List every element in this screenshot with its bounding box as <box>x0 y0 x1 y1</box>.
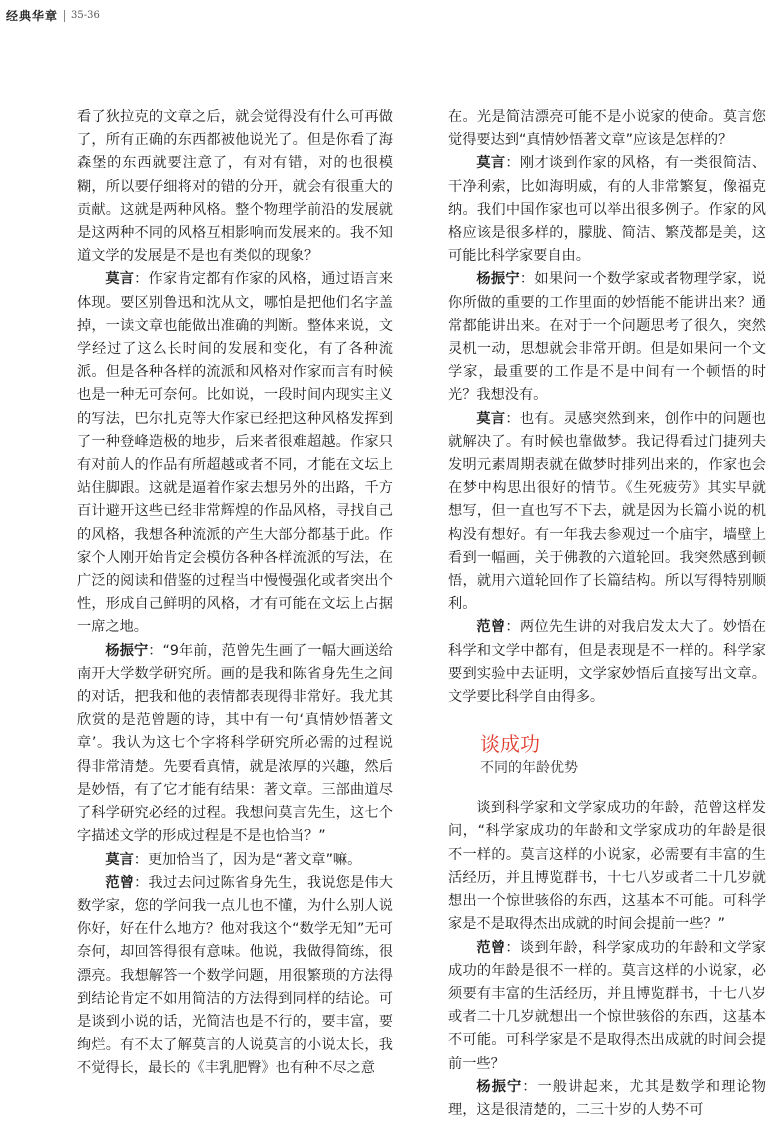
page-range: 35-36 <box>71 10 100 21</box>
speaker-name: 莫言 <box>105 851 134 868</box>
paragraph-text: ：刚才谈到作家的风格，有一类很简洁、干净利索，比如海明威，有的人非常繁复，像福克纳。我们中国作家也可以举出很多例子。作家的风格应该是很多样的，朦胧、简洁、繁茂都是美，这可能比科学家要自由。 <box>448 155 766 265</box>
paragraph-text: ：“9年前，范曾先生画了一幅大画送给南开大学数学研究所。画的是我和陈省身先生之间的对话，把我和他的表情都表现得非常好。我尤其欣赏的是范曾题的诗，其中有一句‘真情妙悟著文章’。我认为这七个字将科学研究所必需的过程说得非常清楚。先要看真情，就是浓厚的兴趣，然后是妙悟，有了它才能有结果：著文章。三部曲道尽了科学研究必经的过程。我想问莫言先生，这七个字描述文学的形成过程是不是也恰当？” <box>77 642 393 845</box>
speaker-name: 莫言 <box>476 155 506 172</box>
speaker-name: 莫言 <box>105 271 135 288</box>
paragraph-text: 看了狄拉克的文章之后，就会觉得没有什么可再做了，所有正确的东西都被他说光了。但是你看了海森堡的东西就要注意了，有对有错，对的也很模糊，所以要仔细将对的错的分开，就会有很重大的贡献。这就是两种风格。整个物理学前沿的发展就是这两种不同的风格互相影响而发展来的。我不知道文学的发展是不是也有类似的现象？ <box>77 109 393 265</box>
dialogue-paragraph <box>448 268 766 407</box>
paragraph-continuation <box>77 106 393 268</box>
paragraph-text: 在。光是简洁漂亮可能不是小说家的使命。莫言您觉得要达到“真情妙悟著文章”应该是怎样的？ <box>448 109 766 149</box>
speaker-name: 莫言 <box>476 410 506 427</box>
paragraph-text: ：如果问一个数学家或者物理学家，说你所做的重要的工作里面的妙悟能不能讲出来？通常都能讲出来。在对于一个问题思考了很久，突然灵机一动，思想就会非常开朗。但是如果问一个文学家，最重要的工作是不是中间有一个顿悟的时光？我想没有。 <box>448 271 766 404</box>
right-column <box>448 106 766 1122</box>
left-column <box>77 106 393 1081</box>
paragraph-text: ：一般讲起来，尤其是数学和理论物理，这是很清楚的，二三十岁的人势不可 <box>448 1078 766 1118</box>
speaker-name: 范曾 <box>476 619 506 636</box>
dialogue-paragraph <box>77 872 393 1081</box>
section-subtitle: 不同的年龄优势 <box>480 760 578 777</box>
speaker-name: 杨振宁 <box>476 1078 523 1095</box>
dialogue-paragraph <box>448 937 766 1076</box>
paragraph-text: ：两位先生讲的对我启发太大了。妙悟在科学和文学中都有，但是表现是不一样的。科学家要到实验中去证明，文学家妙悟后直接写出文章。文学要比科学自由得多。 <box>448 619 766 706</box>
speaker-name: 范曾 <box>476 939 506 956</box>
speaker-name: 范曾 <box>105 874 135 891</box>
paragraph-text: ：我过去问过陈省身先生，我说您是伟大数学家，您的学问我一点儿也不懂，为什么别人说你好，好在什么地方？他对我这个“数学无知”无可奈何，却回答得很有意味。他说，我做得简练，很漂亮。我想解答一个数学问题，用很繁琐的方法得到结论肯定不如用简洁的方法得到同样的结论。可是谈到小说的话，光简洁也是不行的，要丰富，要绚烂。有不太了解莫言的人说莫言的小说太长，我不觉得长，最长的《丰乳肥臀》也有种不尽之意 <box>77 874 393 1077</box>
page-header <box>6 7 100 24</box>
paragraph-continuation <box>448 106 766 152</box>
paragraph-text: ：作家肯定都有作家的风格，通过语言来体现。要区别鲁迅和沈从文，哪怕是把他们名字盖掉，一读文章也能做出准确的判断。整体来说，文学经过了这么长时间的发展和变化，有了各种流派。但是各种各样的流派和风格对作家而言有时候也是一种无可奈何。比如说，一段时间内现实主义的写法，巴尔扎克等大作家已经把这种风格发挥到了一种登峰造极的地步，后来者很难超越。作家只有对前人的作品有所超越或者不同，才能在文坛上站住脚跟。这就是逼着作家去想另外的出路，千方百计避开这些已经非常辉煌的作品风格，寻找自己的风格，我想各种流派的产生大部分都基于此。作家个人刚开始肯定会模仿各种各样流派的写法，在广泛的阅读和借鉴的过程当中慢慢强化或者突出个性，形成自己鲜明的风格，才有可能在文坛上占据一席之地。 <box>77 271 393 636</box>
dialogue-paragraph <box>448 152 766 268</box>
magazine-name: 经典华章 <box>6 9 59 23</box>
header-divider <box>64 10 65 22</box>
dialogue-paragraph <box>448 408 766 617</box>
paragraph-text: 谈到科学家和文学家成功的年龄，范曾这样发问，“科学家成功的年龄和文学家成功的年龄是很不一样的。莫言这样的小说家，必需要有丰富的生活经历，并且博览群书，十七八岁或者二十几岁就想出一个惊世骇俗的东西，这基本不可能。可科学家是不是取得杰出成就的时间会提前一些？” <box>448 800 766 933</box>
section-heading <box>448 731 766 779</box>
dialogue-paragraph <box>77 640 393 849</box>
paragraph-text: ：更加恰当了，因为是“著文章”嘛。 <box>133 851 362 868</box>
paragraph-text: ：谈到年龄，科学家成功的年龄和文学家成功的年龄是很不一样的。莫言这样的小说家，必须要有丰富的生活经历，并且博览群书，十七八岁或者二十几岁就想出一个惊世骇俗的东西，这基本不可能。可科学家是不是取得杰出成就的时间会提前一些？ <box>448 939 766 1072</box>
speaker-name: 杨振宁 <box>476 271 520 288</box>
section-title: 谈成功 <box>480 732 540 757</box>
right-column-top <box>448 106 766 709</box>
dialogue-paragraph <box>77 268 393 639</box>
paragraph <box>448 797 766 936</box>
dialogue-paragraph <box>448 1076 766 1122</box>
right-column-bottom <box>448 797 766 1122</box>
speaker-name: 杨振宁 <box>105 642 149 659</box>
paragraph-text: ：也有。灵感突然到来，创作中的问题也就解决了。有时候也靠做梦。我记得看过门捷列夫发明元素周期表就在做梦时排列出来的，作家也会在梦中构思出很好的情节。《生死疲劳》其实早就想写，但一直也写不下去，就是因为长篇小说的机构没有想好。有一年我去参观过一个庙宇，墙壁上看到一幅画，关于佛教的六道轮回。我突然感到顿悟，就用六道轮回作了长篇结构。所以写得特别顺利。 <box>448 410 766 613</box>
dialogue-paragraph <box>448 616 766 709</box>
dialogue-paragraph <box>77 849 393 872</box>
